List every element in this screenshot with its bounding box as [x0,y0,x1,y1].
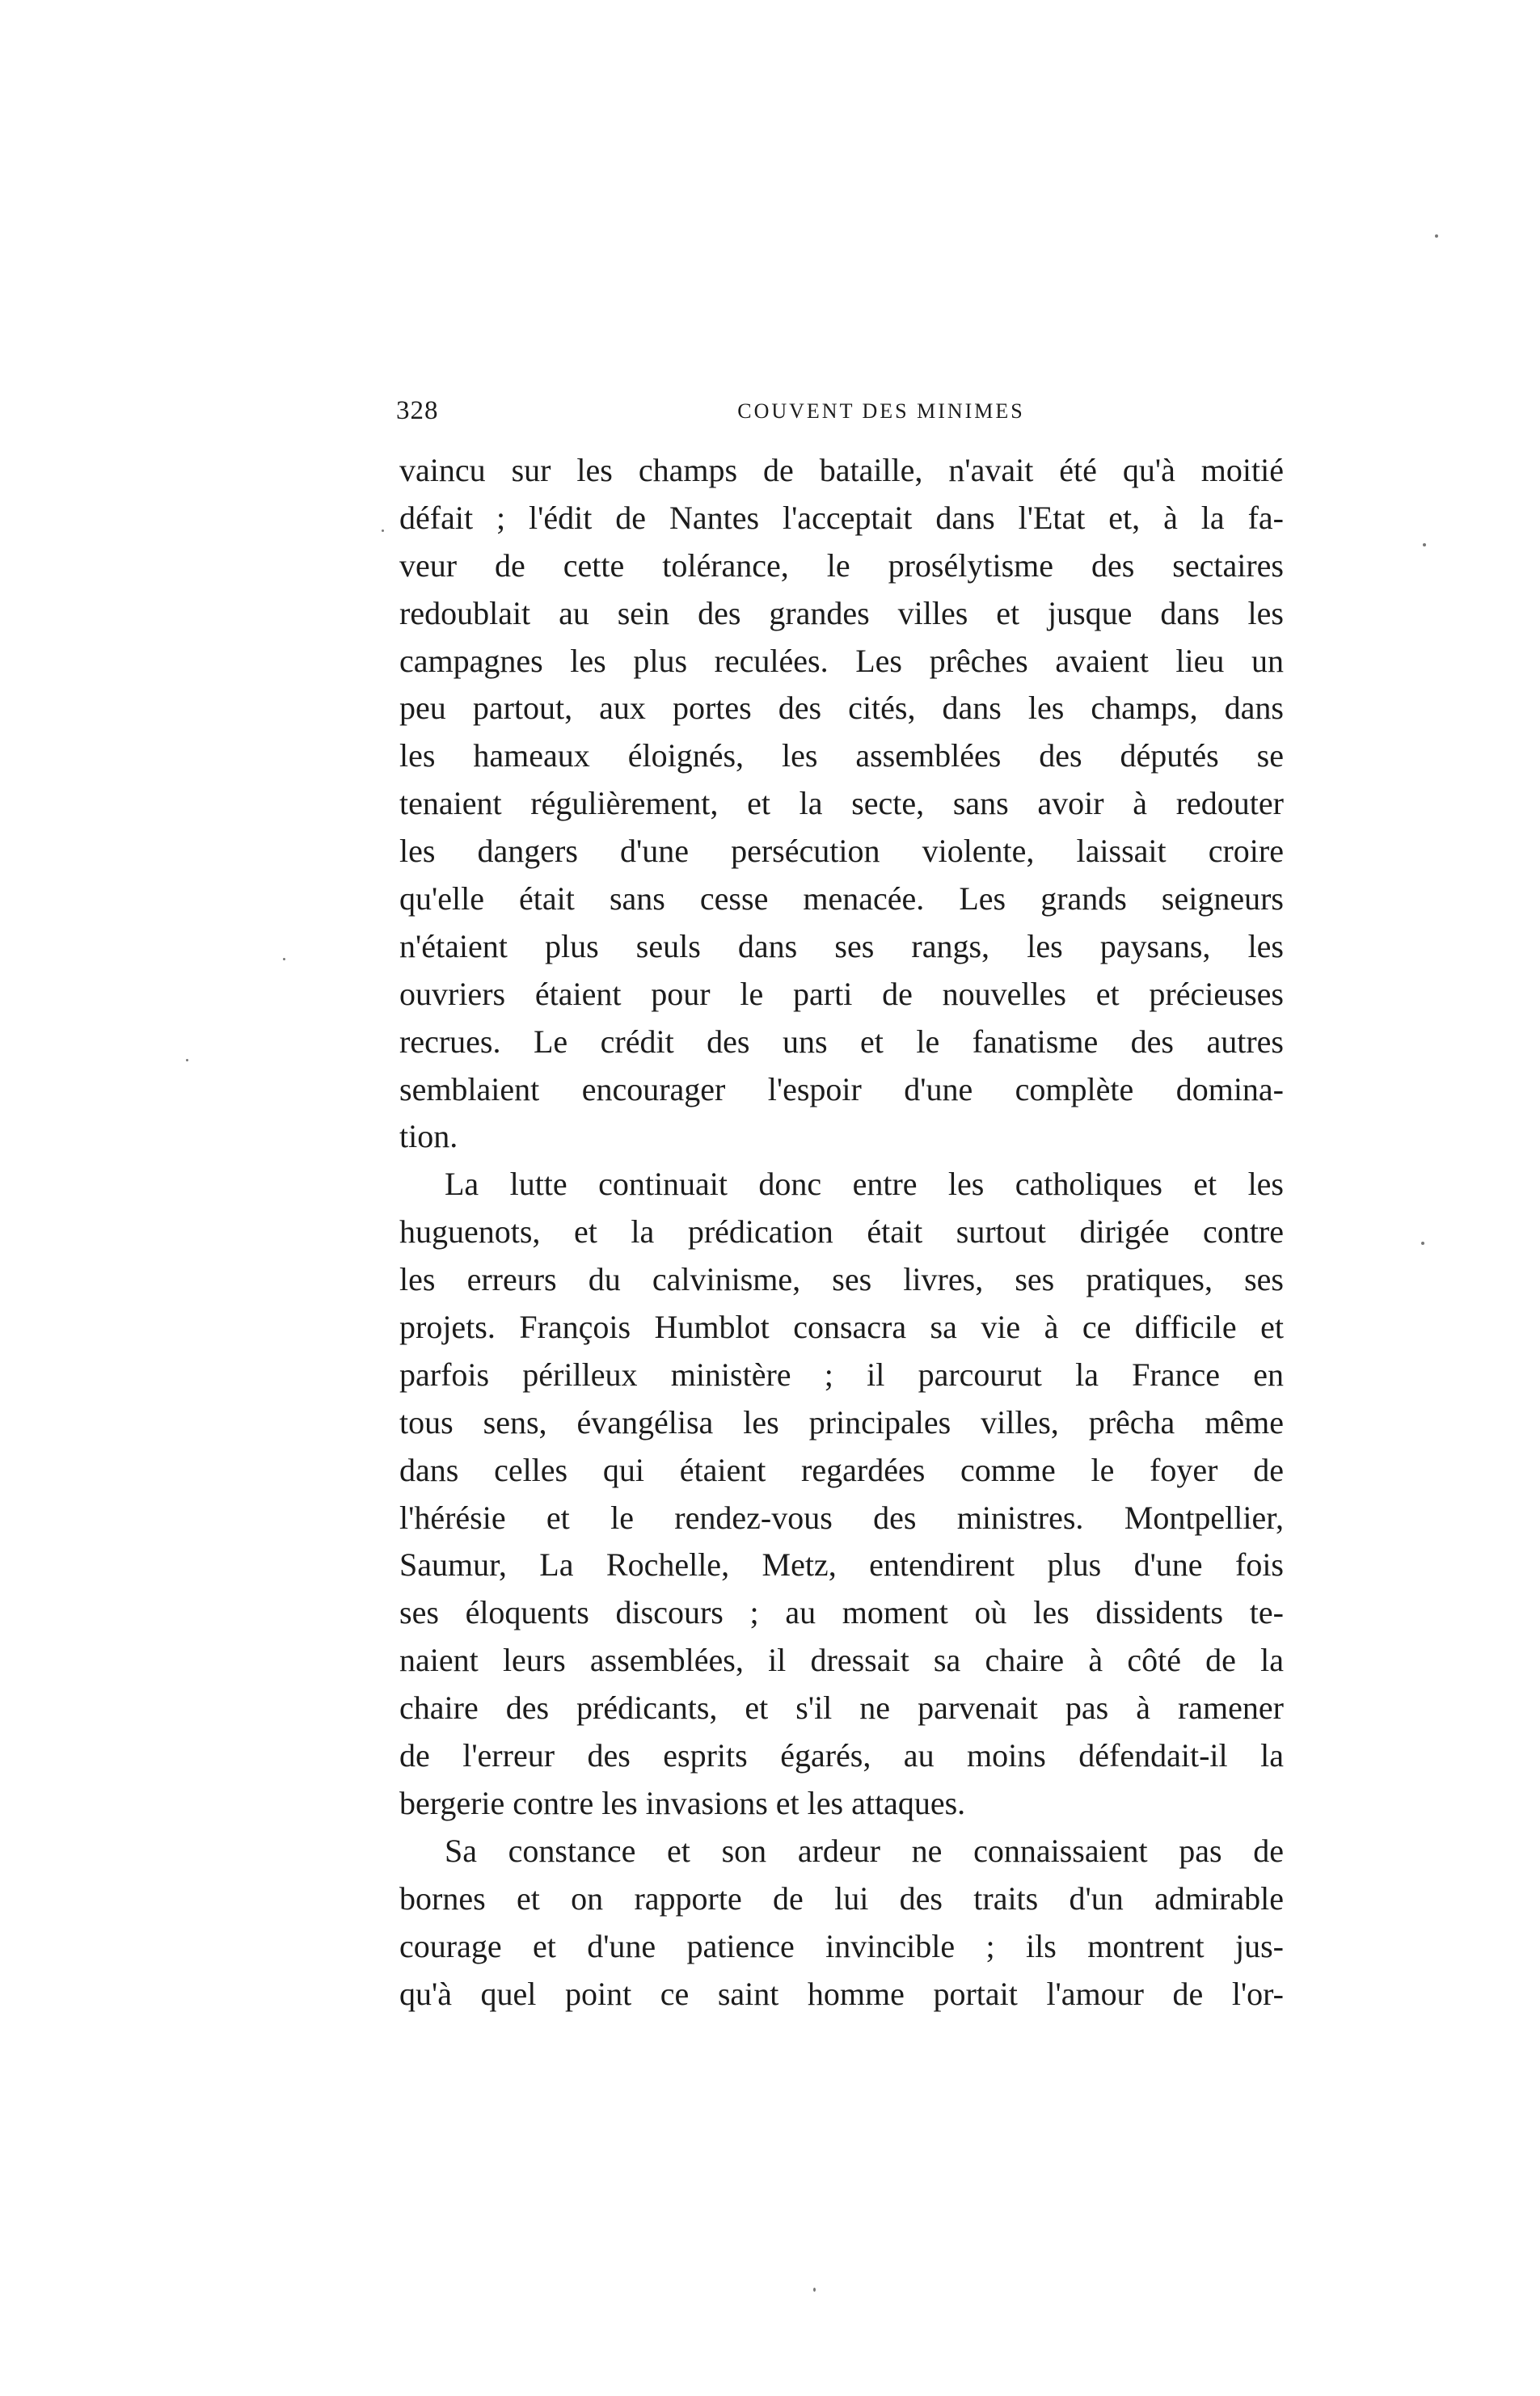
text-line: projets. François Humblot consacra sa vie à ce difficile et [399,1309,1284,1346]
text-line: tenaient régulièrement, et la secte, sans avoir à redouter [399,785,1284,822]
scan-speck [813,2288,816,2292]
text-line: qu'elle était sans cesse menacée. Les grands seigneurs [399,880,1284,917]
text-line: semblaient encourager l'espoir d'une complète domina- [399,1070,1284,1107]
text-line: veur de cette tolérance, le prosélytisme des sectaires [399,546,1284,584]
text-line: défait ; l'édit de Nantes l'acceptait dans l'Etat et, à la fa- [399,499,1284,536]
scan-speck [283,958,285,960]
text-line: chaire des prédicants, et s'il ne parvenait pas à ramener [399,1689,1284,1727]
text-line: vaincu sur les champs de bataille, n'avait été qu'à moitié [399,452,1284,488]
scan-speck [1435,234,1438,238]
text-line: ouvriers étaient pour le parti de nouvelles et précieuses [399,975,1284,1012]
scan-speck [382,529,384,532]
text-line: La lutte continuait donc entre les catholiques et les [445,1166,1284,1203]
text-line: les dangers d'une persécution violente, laissait croire [399,833,1284,870]
text-line: bergerie contre les invasions et les attaques. [399,1784,966,1821]
text-line: peu partout, aux portes des cités, dans les champs, dans [399,690,1284,727]
text-line: huguenots, et la prédication était surtout dirigée contre [399,1213,1284,1251]
text-line: tous sens, évangélisa les principales villes, prêcha même [399,1403,1284,1441]
text-line: courage et d'une patience invincible ; ils montrent jus- [399,1927,1284,1964]
text-line: dans celles qui étaient regardées comme le foyer de [399,1451,1284,1488]
body-text [399,447,1284,2018]
paragraph [399,1828,1284,2018]
text-line: Sa constance et son ardeur ne connaissaient pas de [445,1832,1284,1869]
text-line: qu'à quel point ce saint homme portait l'amour de l'or- [399,1975,1284,2012]
text-line: naient leurs assemblées, il dressait sa chaire à côté de la [399,1642,1284,1679]
paragraph [399,447,1284,1161]
page-number: 328 [396,396,439,425]
text-line: parfois périlleux ministère ; il parcourut la France en [399,1356,1284,1393]
page-header [396,396,1285,437]
text-line: l'hérésie et le rendez-vous des ministres. Montpellier, [399,1499,1284,1536]
text-line: les hameaux éloignés, les assemblées des députés se [399,737,1284,774]
scan-speck [186,1059,188,1061]
text-line: recrues. Le crédit des uns et le fanatisme des autres [399,1023,1284,1060]
running-title: COUVENT DES MINIMES [737,399,1025,423]
text-line: campagnes les plus reculées. Les prêches avaient lieu un [399,642,1284,679]
text-line: tion. [399,1118,458,1155]
text-line: redoublait au sein des grandes villes et jusque dans les [399,594,1284,631]
text-line: bornes et on rapporte de lui des traits d'un admirable [399,1879,1284,1917]
paragraph [399,1161,1284,1827]
scan-speck [1423,543,1426,546]
text-line: n'étaient plus seuls dans ses rangs, les paysans, les [399,927,1284,964]
text-line: de l'erreur des esprits égarés, au moins défendait-il la [399,1737,1284,1774]
text-line: ses éloquents discours ; au moment où les dissidents te- [399,1594,1284,1631]
text-line: Saumur, La Rochelle, Metz, entendirent plus d'une fois [399,1546,1284,1584]
text-line: les erreurs du calvinisme, ses livres, ses pratiques, ses [399,1261,1284,1298]
scan-speck [1421,1242,1424,1245]
